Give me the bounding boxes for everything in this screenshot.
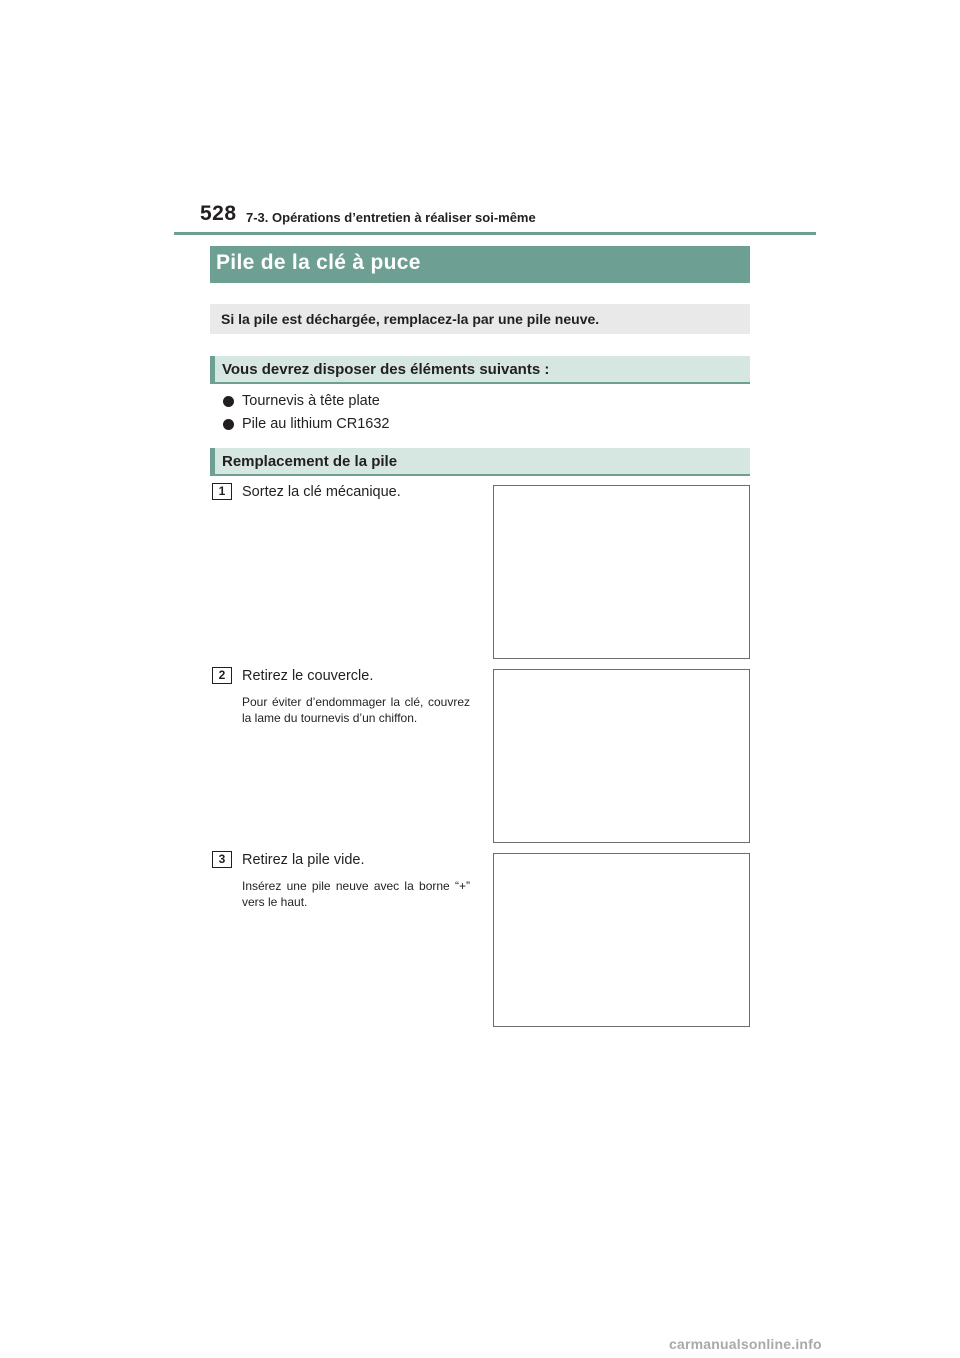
list-item-text: Tournevis à tête plate: [242, 393, 380, 409]
step-number-1: 1: [212, 483, 232, 500]
step-2-illustration: [493, 669, 750, 843]
intro-box: [210, 304, 750, 334]
step-3-illustration: [493, 853, 750, 1027]
bullet-icon: [223, 419, 234, 430]
page-number: 528: [200, 202, 237, 225]
step-number-3: 3: [212, 851, 232, 868]
list-item-text: Pile au lithium CR1632: [242, 416, 390, 432]
step-3-text: Retirez la pile vide.: [242, 852, 365, 868]
subhead-accent-bar: [210, 448, 215, 474]
subhead-battery-replacement: [210, 448, 750, 476]
step-3-note: Insérez une pile neuve avec la borne “+” vers le haut.: [242, 879, 470, 909]
watermark: carmanualsonline.info: [669, 1336, 822, 1352]
step-1-illustration: [493, 485, 750, 659]
page-title: Pile de la clé à puce: [216, 251, 421, 274]
subhead-required-items: [210, 356, 750, 384]
subhead-label: Vous devrez disposer des éléments suivants :: [222, 361, 550, 378]
header-rule: [174, 232, 816, 235]
subhead-label: Remplacement de la pile: [222, 453, 398, 470]
step-2-note: Pour éviter d’endommager la clé, couvrez la lame du tournevis d’un chiffon.: [242, 695, 470, 725]
section-label: 7-3. Opérations d’entretien à réaliser soi-même: [246, 210, 536, 225]
step-1-text: Sortez la clé mécanique.: [242, 484, 401, 500]
intro-text: Si la pile est déchargée, remplacez-la par une pile neuve.: [221, 311, 600, 327]
title-bar: [210, 246, 750, 283]
subhead-accent-bar: [210, 356, 215, 382]
step-number-2: 2: [212, 667, 232, 684]
step-2-text: Retirez le couvercle.: [242, 668, 374, 684]
bullet-icon: [223, 396, 234, 407]
